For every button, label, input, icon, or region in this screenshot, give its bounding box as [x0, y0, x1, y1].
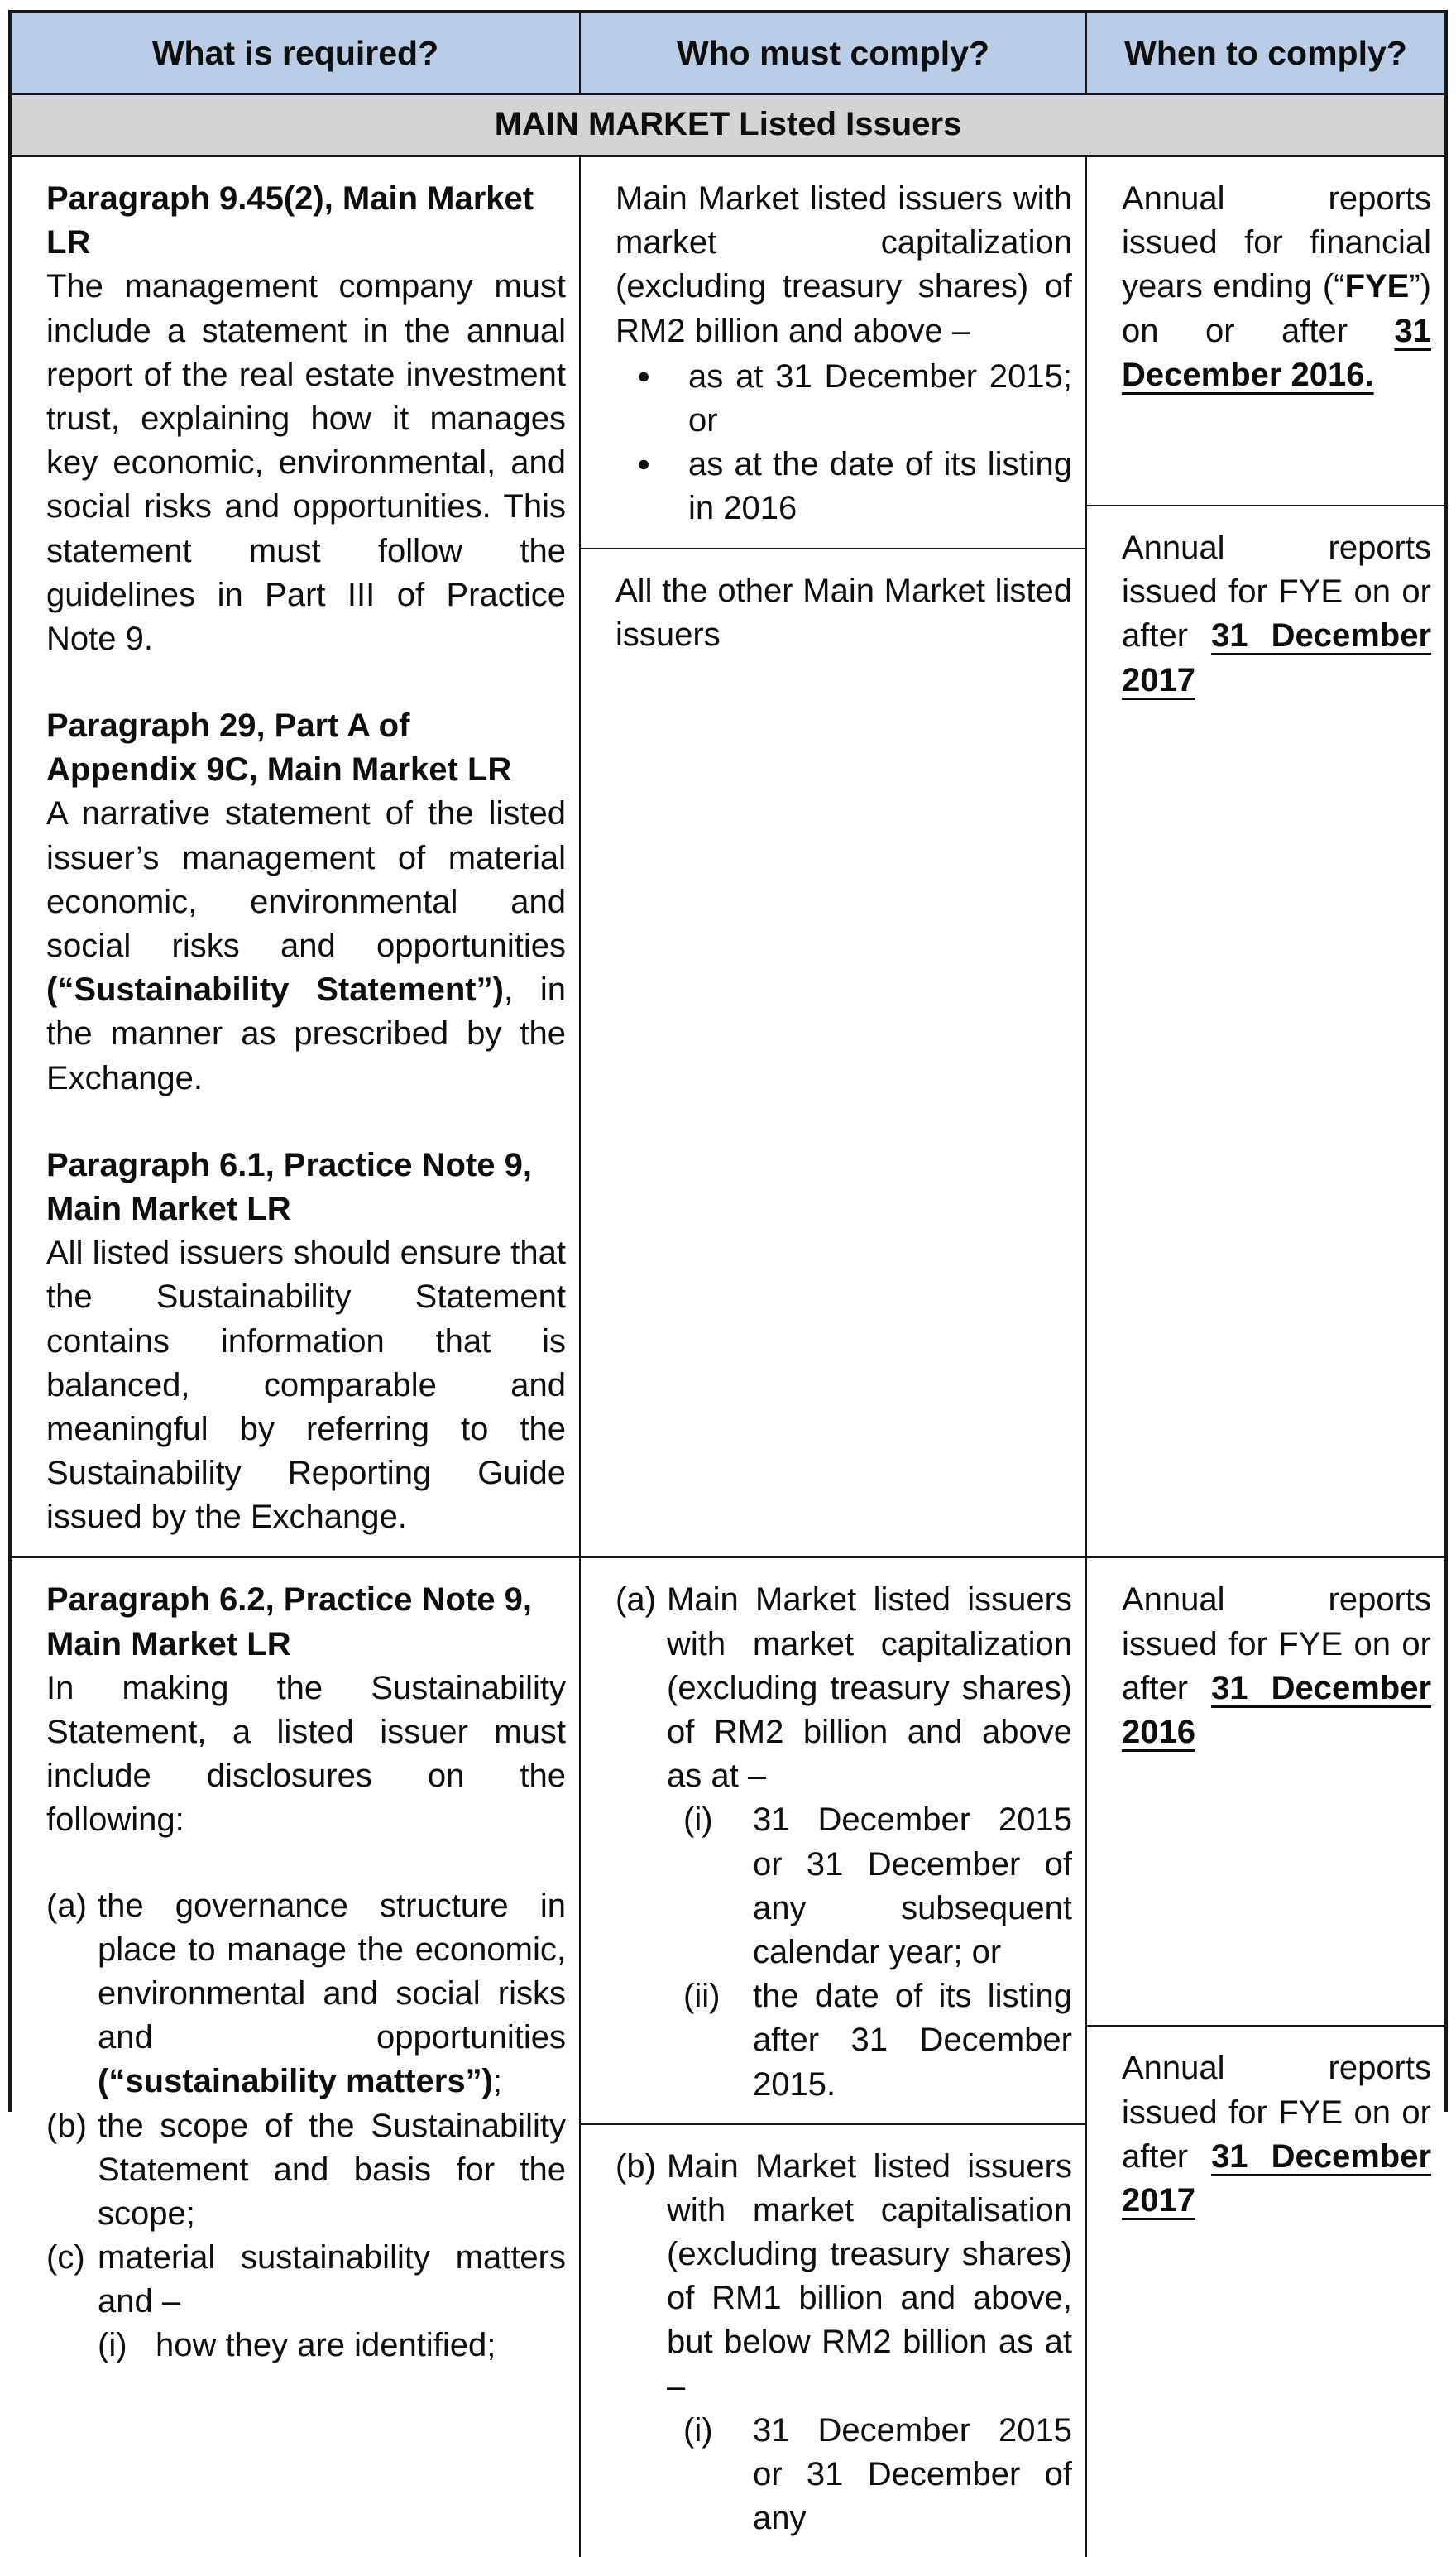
row1-who-subrow-b — [581, 549, 1085, 1557]
bullet-text: as at the date of its listing in 2016 — [688, 446, 1072, 527]
table-row — [12, 157, 1444, 1558]
bullet-icon: ● — [637, 362, 651, 388]
fye-term: FYE — [1344, 268, 1410, 305]
body-text: the governance structure in place to manage the economic, environmental and social risks and opportunities — [98, 1887, 566, 2056]
item-text: how they are identified; — [156, 2327, 496, 2364]
item-text: the scope of the Sustainability Statement and basis for the scope; — [98, 2107, 566, 2232]
row1-when-subrow-b — [1087, 506, 1444, 1556]
body-text: material sustainability matters and – — [98, 2239, 566, 2320]
item-text: 31 December 2015 or 31 December of any subsequent calendar year; or — [753, 1801, 1072, 1970]
who-intro: Main Market listed issuers with market capitalization (excluding treasury shares) of RM2 billion and above – — [615, 180, 1072, 349]
row1-when-cell — [1087, 157, 1444, 1556]
section-band — [12, 95, 1444, 157]
item-label: (i) — [683, 1801, 713, 1839]
item-label: (ii) — [683, 1978, 721, 2015]
row2-when-subrow-a — [1087, 1558, 1444, 2027]
when-text — [1122, 2046, 1431, 2223]
item-label: (i) — [98, 2327, 127, 2364]
row2-who-subrow-a — [581, 1558, 1085, 2124]
body-text: , in the manner as prescribed by the Exchange. — [46, 971, 566, 1096]
item-text — [667, 2145, 1072, 2541]
list-item-c-i — [98, 2324, 566, 2368]
when-text — [1122, 1578, 1431, 1754]
row2-who-subrow-b — [581, 2125, 1085, 2557]
bullet-icon: ● — [637, 451, 651, 477]
bold-term: (“Sustainability Statement”) — [46, 971, 504, 1009]
deadline-date: 31 December 2017 — [1122, 617, 1432, 698]
when-text — [1122, 177, 1431, 397]
when-text-pre: Annual reports issued for FYE on or after — [1122, 1581, 1431, 1706]
when-text-mid: ”) on or after — [1122, 268, 1431, 349]
bullet-text: as at 31 December 2015; or — [688, 357, 1072, 439]
table-header-row — [12, 13, 1444, 95]
item-text — [98, 2236, 566, 2368]
requirement-body: The management company must include a statement in the annual report of the real estate investment trust, explaining how it manages key economic, environmental, and social risks and opportunities. This statement must follow the guidelines in Part III of Practice Note 9. — [46, 268, 566, 657]
list-item-a — [46, 1884, 566, 2104]
who-text: All the other Main Market listed issuers — [615, 572, 1072, 653]
row2-when-cell — [1087, 1558, 1444, 2557]
item-label: (a) — [615, 1581, 656, 1619]
list-item-i — [667, 2409, 1072, 2541]
row2-what-cell — [12, 1558, 581, 2557]
requirement-paragraph-61 — [46, 1144, 566, 1540]
requirement-title: Paragraph 29, Part A of Appendix 9C, Main Market LR — [46, 708, 512, 789]
lettered-list — [46, 1884, 566, 2368]
list-item-ii — [667, 1974, 1072, 2107]
requirement-body: All listed issuers should ensure that the Sustainability Statement contains information that is balanced, comparable and meaningful by referring to the Sustainability Reporting Guide issued by the Exchange. — [46, 1235, 566, 1536]
row1-when-subrow-a — [1087, 157, 1444, 506]
body-text: A narrative statement of the listed issuer’s management of material economic, environmental and social risks and opportunities — [46, 795, 566, 964]
when-text-pre: Annual reports issued for FYE on or after — [1122, 2050, 1431, 2175]
requirement-title: Paragraph 6.1, Practice Note 9, Main Market LR — [46, 1146, 532, 1227]
requirement-title: Paragraph 9.45(2), Main Market LR — [46, 180, 534, 261]
item-label: (b) — [615, 2147, 656, 2185]
list-item — [615, 355, 1072, 443]
item-label: (c) — [46, 2239, 85, 2276]
row1-what-cell — [12, 157, 581, 1556]
when-text-pre: Annual reports issued for financial years ending (“ — [1122, 180, 1431, 305]
list-item-b — [46, 2104, 566, 2237]
column-header-who-must-comply: Who must comply? — [581, 13, 1087, 93]
bold-term: (“sustainability matters”) — [98, 2063, 493, 2100]
column-header-when-to-comply: When to comply? — [1124, 33, 1407, 72]
item-label: (a) — [46, 1887, 87, 1924]
item-text — [667, 1578, 1072, 2106]
requirement-paragraph-945 — [46, 177, 566, 661]
list-item — [615, 443, 1072, 530]
compliance-table — [8, 10, 1448, 2537]
deadline-date: 31 December 2016. — [1122, 312, 1431, 393]
bullet-list — [615, 355, 1072, 531]
list-item-c — [46, 2236, 566, 2368]
list-item-i — [667, 1798, 1072, 1974]
row1-who-cell — [581, 157, 1087, 1556]
item-label: (b) — [46, 2107, 87, 2144]
deadline-date: 31 December 2016 — [1122, 1669, 1432, 1750]
table-row — [12, 1558, 1444, 2557]
body-text: Main Market listed issuers with market capitalisation (excluding treasury shares) of RM1 billion and above, but below RM2 billion as at – — [667, 2147, 1072, 2405]
column-header-what-is-required: What is required? — [12, 13, 581, 93]
item-label: (i) — [683, 2411, 713, 2449]
requirement-title: Paragraph 6.2, Practice Note 9, Main Market LR — [46, 1581, 532, 1662]
body-text: Main Market listed issuers with market capitalization (excluding treasury shares) of RM2 billion and above as at – — [667, 1581, 1072, 1795]
requirement-intro: In making the Sustainability Statement, a listed issuer must include disclosures on the following: — [46, 1669, 566, 1839]
row2-who-cell — [581, 1558, 1087, 2557]
item-text — [98, 1884, 566, 2104]
body-text: ; — [492, 2063, 503, 2100]
deadline-date: 31 December 2017 — [1122, 2137, 1432, 2219]
item-text: 31 December 2015 or 31 December of any — [753, 2411, 1072, 2537]
row2-when-subrow-b — [1087, 2027, 1444, 2557]
list-item-a — [615, 1578, 1072, 2106]
list-item-b — [615, 2145, 1072, 2541]
row1-who-subrow-a — [581, 157, 1085, 549]
section-title: MAIN MARKET Listed Issuers — [494, 106, 962, 143]
when-text-pre: Annual reports issued for FYE on or after — [1122, 530, 1431, 655]
requirement-paragraph-29 — [46, 704, 566, 1101]
when-text — [1122, 526, 1431, 703]
requirement-body — [46, 792, 566, 1100]
item-text: the date of its listing after 31 December 2015. — [753, 1978, 1072, 2103]
